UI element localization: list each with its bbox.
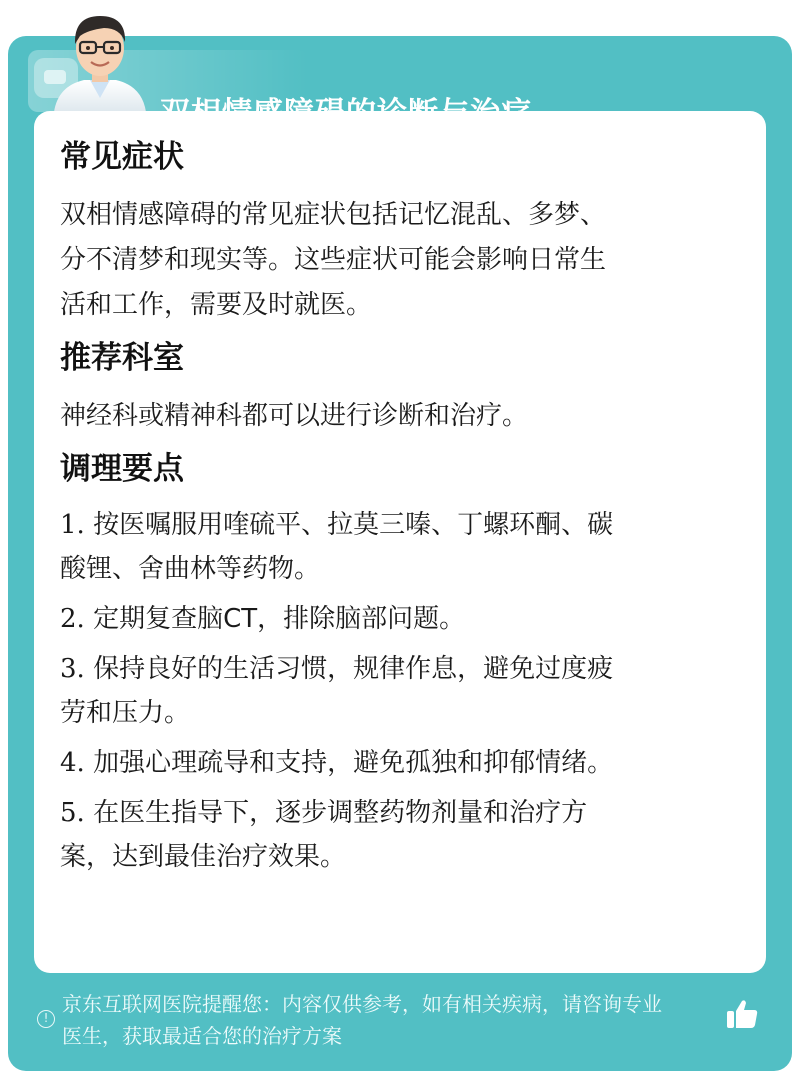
department-heading: 推荐科室 (60, 340, 184, 376)
item-number: 5. (60, 798, 85, 828)
symptoms-line: 活和工作，需要及时就医。 (60, 290, 373, 320)
thumbs-up-icon[interactable] (724, 996, 760, 1032)
symptoms-heading: 常见症状 (60, 139, 184, 175)
care-item-4 (60, 741, 742, 785)
care-heading: 调理要点 (60, 451, 184, 487)
department-text: 神经科或精神科都可以进行诊断和治疗。 (60, 401, 529, 431)
item-number: 1. (60, 510, 85, 540)
care-item-2 (60, 597, 742, 641)
item-text: 保持良好的生活习惯，规律作息，避免过度疲 (93, 654, 614, 684)
care-item-5-cont: 案，达到最佳治疗效果。 (60, 842, 347, 872)
care-item-3 (60, 647, 742, 691)
symptoms-line: 分不清梦和现实等。这些症状可能会影响日常生 (60, 245, 607, 275)
doctor-avatar (44, 6, 156, 112)
symptoms-line: 双相情感障碍的常见症状包括记忆混乱、多梦、 (60, 200, 607, 230)
care-item-1-cont: 酸锂、舍曲林等药物。 (60, 554, 321, 584)
item-text: 在医生指导下，逐步调整药物剂量和治疗方 (93, 798, 588, 828)
care-item-5 (60, 791, 742, 835)
disclaimer (62, 988, 730, 1052)
disclaimer-line: 医生，获取最适合您的治疗方案 (62, 1024, 342, 1048)
content-panel (34, 111, 766, 973)
item-number: 2. (60, 604, 85, 634)
disclaimer-line: 京东互联网医院提醒您：内容仅供参考，如有相关疾病，请咨询专业 (62, 992, 662, 1016)
item-number: 4. (60, 748, 85, 778)
info-icon: ! (37, 1010, 55, 1028)
item-text: 定期复查脑CT，排除脑部问题。 (93, 604, 466, 634)
item-number: 3. (60, 654, 85, 684)
item-text: 按医嘱服用喹硫平、拉莫三嗪、丁螺环酮、碳 (93, 510, 614, 540)
care-item-3-cont: 劳和压力。 (60, 698, 191, 728)
item-text: 加强心理疏导和支持，避免孤独和抑郁情绪。 (93, 748, 614, 778)
care-item-1 (60, 503, 742, 547)
